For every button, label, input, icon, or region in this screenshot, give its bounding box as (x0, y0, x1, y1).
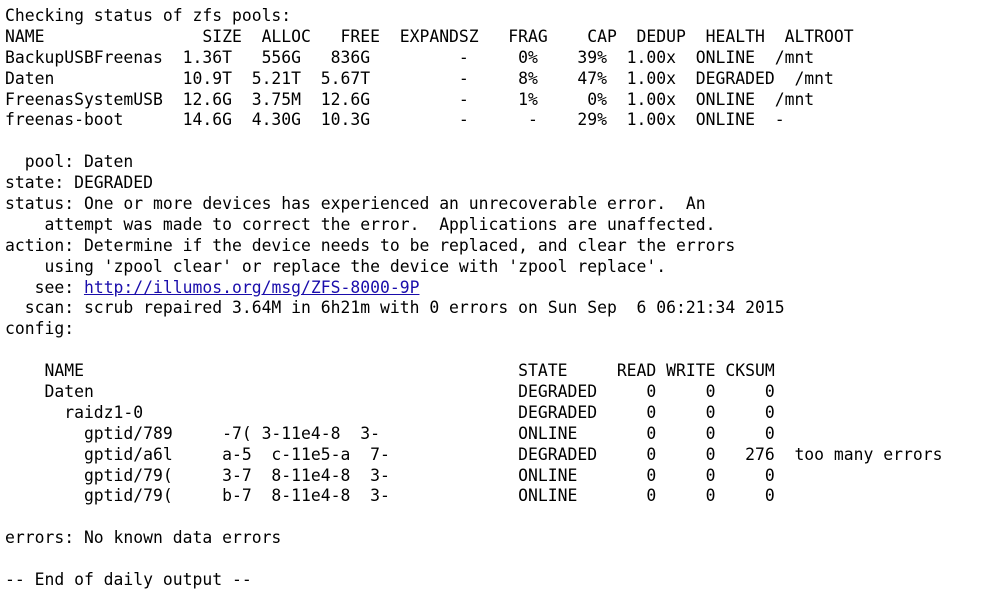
terminal-text: FreenasSystemUSB 12.6G 3.75M 12.6G - 1% 0% 1.00x ONLINE /mnt (5, 89, 815, 109)
terminal-text: action: Determine if the device needs to be replaced, and clear the errors (5, 235, 736, 255)
terminal-text: attempt was made to correct the error. Applications are unaffected. (5, 214, 716, 234)
terminal-line (5, 361, 942, 382)
terminal-text: Checking status of zfs pools: (5, 6, 292, 25)
terminal-line (5, 90, 942, 111)
terminal-line (5, 173, 942, 194)
terminal-text: gptid/a6l a-5 c-11e5-a 7- DEGRADED 0 0 276 too many errors (5, 444, 943, 464)
terminal-text: raidz1-0 DEGRADED 0 0 0 (5, 402, 775, 422)
terminal-line (5, 340, 942, 361)
terminal-text: Daten 10.9T 5.21T 5.67T - 8% 47% 1.00x DEGRADED /mnt (5, 68, 834, 88)
terminal-line (5, 403, 942, 424)
terminal-text: gptid/789 ‑7( 3-11e4-8 3- ONLINE 0 0 0 (5, 423, 775, 443)
terminal-line (5, 507, 942, 528)
terminal-line (5, 528, 942, 549)
terminal-text: NAME STATE READ WRITE CKSUM (5, 361, 775, 381)
terminal-line (5, 445, 942, 466)
terminal-text: BackupUSBFreenas 1.36T 556G 836G - 0% 39% 1.00x ONLINE /mnt (5, 47, 815, 67)
terminal-line (5, 298, 942, 319)
terminal-text: gptid/79( 3-7 8-11e4-8 3- ONLINE 0 0 0 (5, 465, 775, 485)
terminal-line (5, 549, 942, 570)
terminal-text: config: (5, 319, 75, 339)
terminal-text: state: DEGRADED (5, 173, 154, 193)
terminal-text: using 'zpool clear' or replace the device with 'zpool replace'. (5, 256, 667, 276)
terminal-text: Daten DEGRADED 0 0 0 (5, 382, 775, 402)
terminal-text: -- End of daily output -- (5, 570, 252, 590)
terminal-line (5, 236, 942, 257)
terminal-line (5, 110, 942, 131)
terminal-line (5, 27, 942, 48)
terminal-line (5, 48, 942, 69)
terminal-line (5, 6, 942, 27)
terminal-line (5, 278, 942, 299)
terminal-line (5, 215, 942, 236)
terminal-line (5, 69, 942, 90)
terminal-output (5, 6, 942, 591)
terminal-line (5, 424, 942, 445)
terminal-text: errors: No known data errors (5, 528, 282, 548)
terminal-text: gptid/79( b-7 8-11e4-8 3- ONLINE 0 0 0 (5, 486, 775, 506)
terminal-text: scan: scrub repaired 3.64M in 6h21m with 0 errors on Sun Sep 6 06:21:34 2015 (5, 298, 785, 318)
terminal-line (5, 257, 942, 278)
terminal-line (5, 319, 942, 340)
terminal-line (5, 152, 942, 173)
terminal-text: freenas-boot 14.6G 4.30G 10.3G - - 29% 1.00x ONLINE - (5, 110, 785, 130)
terminal-text: see: (5, 277, 84, 297)
terminal-text: status: One or more devices has experienced an unrecoverable error. An (5, 194, 706, 214)
terminal-line (5, 382, 942, 403)
terminal-line (5, 466, 942, 487)
terminal-text: NAME SIZE ALLOC FREE EXPANDSZ FRAG CAP DEDUP HEALTH ALTROOT (5, 26, 854, 46)
terminal-line (5, 486, 942, 507)
error-info-link[interactable]: http://illumos.org/msg/ZFS-8000-9P (83, 277, 420, 297)
terminal-line (5, 194, 942, 215)
terminal-line (5, 131, 942, 152)
terminal-line (5, 570, 942, 591)
terminal-text: pool: Daten (5, 152, 134, 172)
